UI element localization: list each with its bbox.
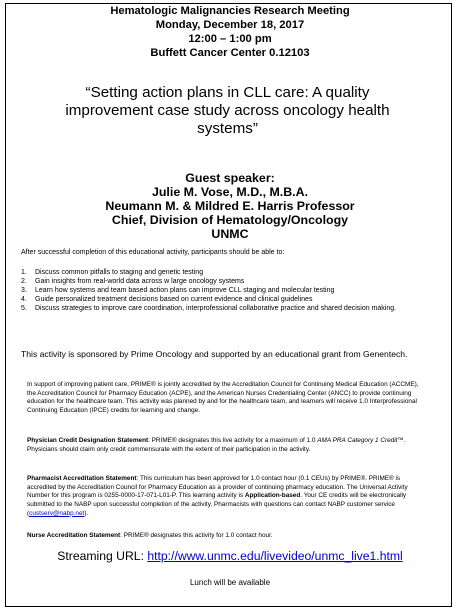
objective-number: 5. bbox=[21, 305, 27, 313]
nurse-accreditation-label: Nurse Accreditation Statement bbox=[27, 532, 121, 539]
objectives-list bbox=[21, 268, 441, 313]
objective-item bbox=[21, 295, 441, 304]
speaker-position: Chief, Division of Hematology/Oncology bbox=[111, 213, 349, 227]
nurse-accreditation-statement: Nurse Accreditation Statement: PRIME® designates this activity for 1.0 contact hour. bbox=[27, 532, 273, 539]
speaker-heading: Guest speaker: bbox=[185, 171, 275, 185]
streaming-label: Streaming URL: bbox=[57, 549, 144, 563]
talk-title: “Setting action plans in CLL care: A quality improvement case study across oncology health systems” bbox=[65, 84, 390, 137]
nabp-email-link[interactable]: custserv@nabp.net bbox=[29, 509, 85, 517]
speaker-professorship: Neumann M. & Mildred E. Harris Professor bbox=[105, 199, 355, 213]
objective-item bbox=[21, 277, 441, 286]
objective-text: Discuss common pitfalls to staging and genetic testing bbox=[35, 269, 204, 276]
objective-item bbox=[21, 268, 441, 277]
objective-item bbox=[21, 286, 441, 295]
physician-credit-label: Physician Credit Designation Statement bbox=[27, 437, 149, 444]
pharmacist-accreditation-statement: Pharmacist Accreditation Statement: This curriculum has been approved for 1.0 contact hour (0.1 CEUs) by PRIME®. PRIME® is accredited by the Accreditation Council for Pharmacy Education as a provider of continuing pharmacy education. The Universal Activity Number for this program is 0255-0000-17-071-L01-P. This learning activity is Application-based. Your CE credits will be electronically submitted to the NABP upon successful completion of the activity. Pharmacists with questions can contact NABP customer service (custserv@nabp.net). bbox=[27, 475, 408, 517]
lunch-note: Lunch will be available bbox=[189, 578, 271, 587]
meeting-date: Monday, December 18, 2017 bbox=[155, 19, 305, 31]
objective-text: Guide personalized treatment decisions based on current evidence and clinical guidelines bbox=[35, 296, 313, 304]
objective-number: 4. bbox=[21, 296, 27, 304]
accreditation-paragraph: In support of improving patient care, PRIME® is jointly accredited by the Accreditation Council for Continuing Medical Education (ACCME), the Accreditation Council for Pharmacy Education (ACPE), and the American Nurses Credentialing Center (ANCC) to provide continuing education for the healthcare team. This activity was planned by and for the healthcare team, and learners will receive 1.0 Interprofessional Continuing Education (IPCE) credits for learning and change. bbox=[27, 381, 419, 415]
physician-credit-statement: Physician Credit Designation Statement: PRIME® designates this live activity for a maximum of 1.0 AMA PRA Category 1 Credit™. Physicians should claim only credit commensurate with the extent of their participation in the activity. bbox=[27, 437, 406, 453]
objective-item bbox=[21, 304, 441, 313]
objective-number: 2. bbox=[21, 278, 27, 286]
speaker-name: Julie M. Vose, M.D., M.B.A. bbox=[151, 185, 309, 199]
meeting-time: 12:00 – 1:00 pm bbox=[188, 33, 272, 45]
objective-text: Gain insights from real-world data across w large oncology systems bbox=[35, 278, 245, 286]
objective-number: 3. bbox=[21, 287, 27, 295]
meeting-title: Hematologic Malignancies Research Meeting bbox=[110, 5, 350, 17]
objective-text: Learn how systems and team based action plans can improve CLL staging and molecular testing bbox=[35, 287, 335, 295]
pharmacist-accreditation-label: Pharmacist Accreditation Statement bbox=[27, 475, 137, 482]
meeting-location: Buffett Cancer Center 0.12103 bbox=[150, 47, 310, 59]
objectives-intro: After successful completion of this educational activity, participants should be able to: bbox=[21, 249, 285, 256]
speaker-institution: UNMC bbox=[211, 227, 249, 241]
sponsor-statement: This activity is sponsored by Prime Oncology and supported by an educational grant from Genentech. bbox=[21, 349, 408, 359]
objective-text: Discuss strategies to improve care coordination, interprofessional collaborative practice and shared decision making. bbox=[35, 305, 397, 313]
objective-number: 1. bbox=[21, 269, 27, 276]
streaming-url-link[interactable]: http://www.unmc.edu/livevideo/unmc_live1.html bbox=[147, 549, 403, 563]
streaming-line bbox=[0, 549, 460, 564]
